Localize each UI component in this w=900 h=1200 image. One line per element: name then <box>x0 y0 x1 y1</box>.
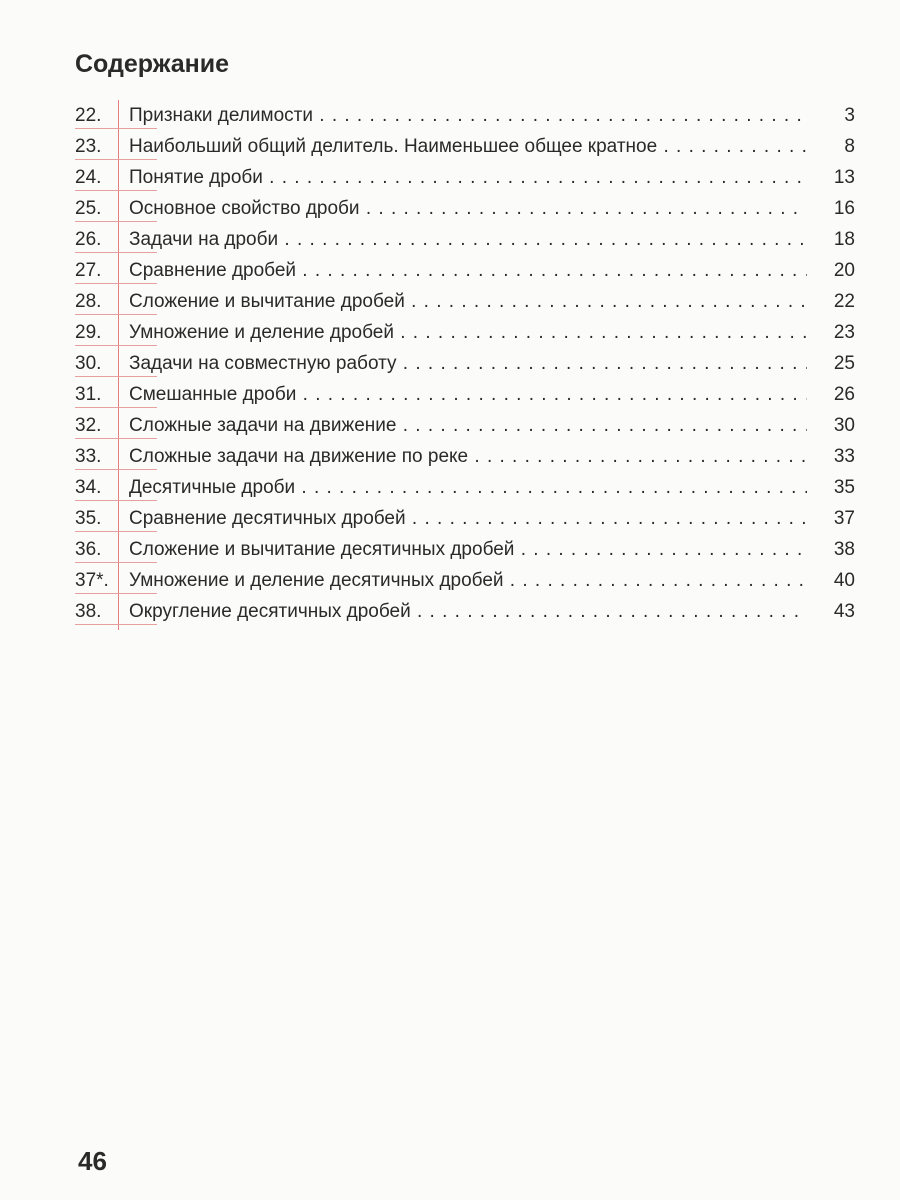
entry-page: 22 <box>833 291 855 312</box>
entry-title: Умножение и деление десятичных дробей . . . <box>129 565 807 596</box>
entry-title: Сравнение десятичных дробей . . . <box>129 503 807 534</box>
toc-entry <box>75 503 855 534</box>
toc-entry <box>75 317 855 348</box>
table-of-contents <box>75 100 855 627</box>
entry-number: 35. <box>75 508 102 529</box>
entry-number: 33. <box>75 446 102 467</box>
entry-page: 25 <box>833 353 855 374</box>
entry-number: 31. <box>75 384 102 405</box>
toc-entry <box>75 100 855 131</box>
toc-entry <box>75 286 855 317</box>
entry-title: Сравнение дробей . . . <box>129 255 807 286</box>
entry-title: Сложные задачи на движение . . . <box>129 410 807 441</box>
toc-entry <box>75 534 855 565</box>
entry-number: 30. <box>75 353 102 374</box>
entry-number: 32. <box>75 415 102 436</box>
entry-page: 3 <box>844 105 855 126</box>
entry-page: 13 <box>833 167 855 188</box>
entry-number: 28. <box>75 291 102 312</box>
toc-entry <box>75 441 855 472</box>
entry-page: 37 <box>833 508 855 529</box>
entry-page: 33 <box>833 446 855 467</box>
entry-title: Сложение и вычитание десятичных дробей . . . <box>129 534 807 565</box>
entry-page: 8 <box>844 136 855 157</box>
entry-number: 34. <box>75 477 102 498</box>
entry-number: 22. <box>75 105 102 126</box>
toc-entry <box>75 193 855 224</box>
entry-page: 43 <box>833 601 855 622</box>
entry-page: 40 <box>833 570 855 591</box>
toc-entry <box>75 596 855 627</box>
entry-number: 23. <box>75 136 102 157</box>
entry-title: Сложные задачи на движение по реке . . . <box>129 441 807 472</box>
toc-entry <box>75 410 855 441</box>
entry-number: 24. <box>75 167 102 188</box>
toc-entry <box>75 379 855 410</box>
entry-page: 35 <box>833 477 855 498</box>
toc-entry <box>75 131 855 162</box>
entry-title: Умножение и деление дробей . . . <box>129 317 807 348</box>
entry-title: Основное свойство дроби . . . <box>129 193 807 224</box>
entry-page: 23 <box>833 322 855 343</box>
toc-entry <box>75 255 855 286</box>
toc-entry <box>75 162 855 193</box>
entry-number: 37*. <box>75 570 109 591</box>
entry-title: Смешанные дроби . . . <box>129 379 807 410</box>
entry-page: 30 <box>833 415 855 436</box>
entry-number: 38. <box>75 601 102 622</box>
entry-page: 18 <box>833 229 855 250</box>
entry-number: 25. <box>75 198 102 219</box>
toc-entry <box>75 472 855 503</box>
toc-entry <box>75 565 855 596</box>
entry-title: Десятичные дроби . . . <box>129 472 807 503</box>
entry-title: Признаки делимости . . . <box>129 100 807 131</box>
entry-page: 16 <box>833 198 855 219</box>
entry-title: Округление десятичных дробей . . . <box>129 596 807 627</box>
entry-title: Задачи на дроби . . . <box>129 224 807 255</box>
entry-title: Сложение и вычитание дробей . . . <box>129 286 807 317</box>
page-number: 46 <box>78 1146 107 1176</box>
entry-page: 38 <box>833 539 855 560</box>
entry-page: 26 <box>833 384 855 405</box>
entry-title: Понятие дроби . . . <box>129 162 807 193</box>
entry-number: 29. <box>75 322 102 343</box>
entry-page: 20 <box>833 260 855 281</box>
entry-title: Наибольший общий делитель. Наименьшее общее кратное . . . <box>129 131 807 162</box>
entry-number: 26. <box>75 229 102 250</box>
page-title: Содержание <box>75 50 230 78</box>
entry-number: 36. <box>75 539 102 560</box>
toc-entry <box>75 224 855 255</box>
entry-title: Задачи на совместную работу . . . <box>129 348 807 379</box>
toc-entry <box>75 348 855 379</box>
entry-number: 27. <box>75 260 102 281</box>
